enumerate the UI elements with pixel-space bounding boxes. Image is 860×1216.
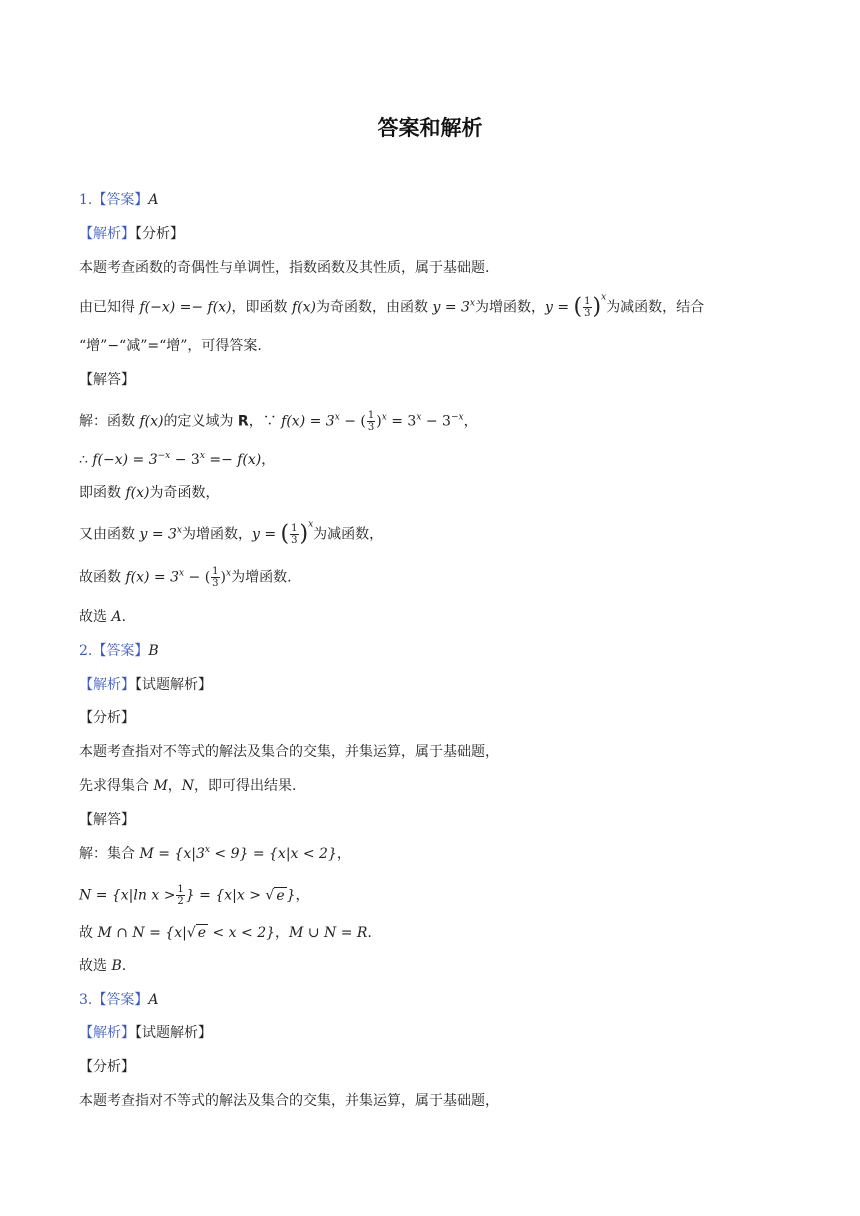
math: y = 3 [139, 526, 177, 543]
superscript: x [601, 292, 607, 303]
text: ， [167, 778, 182, 794]
q1-answer: A [148, 192, 159, 208]
superscript: x [226, 568, 232, 579]
numerator: 1 [177, 884, 184, 895]
math: f(x) = 3 [125, 569, 179, 586]
text: 又由函数 [79, 526, 140, 543]
q1-solution-line5 [79, 566, 292, 589]
text: 为减函数， [313, 526, 384, 543]
math: ) [376, 413, 382, 430]
q3-answer: A [148, 992, 159, 1008]
text: 先求得集合 [79, 778, 154, 794]
denominator: 3 [291, 535, 298, 546]
superscript: −x [157, 451, 171, 461]
q2-jieda-label: 【解答】 [79, 812, 135, 828]
q3-analysis-text: 本题考查指对不等式的解法及集合的交集，并集运算，属于基础题， [79, 1093, 499, 1109]
superscript: x [334, 412, 340, 423]
superscript: x [308, 519, 314, 530]
q1-analysis-text: 本题考查函数的奇偶性与单调性，指数函数及其性质，属于基础题. [79, 260, 490, 276]
fraction [583, 296, 591, 319]
q1-fenxi-label: 【分析】 [135, 226, 184, 242]
q1-solution-line4 [79, 519, 384, 547]
fraction [367, 410, 375, 433]
math: M ∪ N = R [289, 925, 368, 941]
math: < x < 2} [208, 925, 276, 941]
q3-jiexi-label: 【解析】 [79, 1025, 135, 1041]
math: M = {x|3 [139, 846, 205, 862]
denominator: 3 [212, 578, 219, 589]
text: 故函数 [79, 569, 126, 586]
paren: ( [280, 521, 290, 547]
math: N [181, 778, 195, 794]
sqrt-e: e [197, 925, 207, 941]
numerator: 1 [367, 410, 375, 421]
denominator: 3 [584, 308, 591, 319]
q1-analysis-line3: “增”−“减”=“增”，可得答案. [79, 338, 262, 354]
math: f(x) [292, 299, 317, 316]
q2-analysis-line2 [79, 776, 297, 796]
q2-solution-line1 [79, 844, 351, 864]
q3-jiexi-line [79, 1023, 212, 1043]
text: . [121, 958, 127, 974]
therefore-symbol: ∴ [79, 452, 93, 468]
math: M [153, 778, 168, 794]
q3-fenxi-label: 【分析】 [79, 1059, 135, 1075]
text: . [121, 609, 127, 625]
math: y = 3 [432, 299, 470, 316]
math: f(x) [125, 485, 150, 501]
q1-jiexi-line [79, 224, 184, 244]
math: − 3 [421, 413, 451, 430]
q1-solution-line1 [79, 410, 478, 433]
text: ，即函数 [231, 299, 292, 316]
q2-number: 2. [79, 643, 93, 659]
math: y = [251, 526, 277, 543]
text: 为减函数，结合 [606, 299, 705, 316]
math: ) [220, 569, 227, 586]
paren: ) [592, 294, 602, 320]
fraction [176, 884, 184, 907]
numerator: 1 [291, 523, 298, 534]
math: − 3 [170, 452, 200, 468]
q1-solution-line2 [79, 450, 275, 470]
math: f(x) = 3 [281, 413, 335, 430]
q1-jiexi-label: 【解析】 [79, 226, 135, 242]
real-numbers-symbol: R [237, 413, 249, 430]
text: 解：集合 [79, 846, 140, 862]
q2-answer: B [148, 643, 159, 659]
text: ， [336, 846, 351, 862]
text: 为增函数， [475, 299, 545, 316]
q2-analysis-text: 本题考查指对不等式的解法及集合的交集，并集运算，属于基础题， [79, 744, 499, 760]
numerator: 1 [212, 566, 219, 577]
q2-choice-line [79, 956, 126, 976]
q3-shiti-label: 【试题解析】 [135, 1025, 212, 1041]
superscript: x [416, 412, 422, 423]
text: 为增函数， [181, 526, 252, 543]
math: < 9} = {x|x < 2} [209, 846, 337, 862]
q2-fenxi-label: 【分析】 [79, 710, 135, 726]
q2-shiti-label: 【试题解析】 [135, 677, 212, 693]
text: ， [261, 452, 276, 468]
q2-jiexi-label: 【解析】 [79, 677, 135, 693]
superscript: x [469, 298, 475, 309]
q3-number: 3. [79, 992, 93, 1008]
superscript: x [199, 451, 205, 461]
math: f(x) [139, 413, 164, 430]
math: − ( [339, 413, 366, 430]
text: 为奇函数， [149, 485, 220, 501]
math: } [286, 887, 296, 904]
q2-answer-label: 【答案】 [92, 643, 149, 659]
math: =− f(x) [204, 452, 262, 468]
q2-solution-line2 [79, 884, 310, 907]
page-title: 答案和解析 [377, 116, 483, 140]
superscript: x [204, 845, 210, 855]
q1-choice-line [79, 607, 126, 627]
denominator: 3 [367, 422, 375, 433]
math: A [111, 609, 122, 625]
text: ， [295, 887, 310, 904]
paren: ) [299, 521, 309, 547]
superscript: x [179, 568, 185, 579]
fraction [290, 523, 298, 546]
numerator: 1 [584, 296, 591, 307]
superscript: x [176, 525, 182, 536]
q1-jieda-label: 【解答】 [79, 372, 135, 388]
fraction [211, 566, 219, 589]
paren: ( [573, 294, 583, 320]
q2-jiexi-line [79, 675, 212, 695]
q1-answer-label: 【答案】 [92, 192, 149, 208]
math: N = {x|ln x > [79, 887, 176, 904]
q3-answer-label: 【答案】 [92, 992, 149, 1008]
math: f(−x) = 3 [92, 452, 158, 468]
text: 为增函数. [231, 569, 292, 586]
text: 故选 [79, 609, 112, 625]
text: 的定义域为 [163, 413, 238, 430]
math: M ∩ N = {x|√ [97, 925, 196, 941]
denominator: 2 [177, 896, 184, 907]
math: } = {x|x > √ [185, 887, 275, 904]
text: 故选 [79, 958, 112, 974]
math: − ( [184, 569, 211, 586]
superscript: −x [450, 412, 464, 423]
q3-answer-line [79, 990, 158, 1010]
q2-answer-line [79, 641, 159, 661]
q1-answer-line [79, 190, 158, 210]
math: y = [545, 299, 570, 316]
text: 为奇函数，由函数 [316, 299, 433, 316]
math: B [111, 958, 122, 974]
q1-number: 1. [79, 192, 93, 208]
q1-analysis-line2 [79, 292, 705, 320]
q2-solution-line3 [79, 923, 372, 943]
text: ，∵ [248, 413, 282, 430]
text: . [367, 925, 372, 941]
superscript: x [381, 412, 387, 423]
text: 故 [79, 925, 98, 941]
sqrt-e: e [276, 887, 285, 904]
text: ，即可得出结果. [194, 778, 297, 794]
text: 由已知得 [79, 299, 140, 316]
math: = 3 [386, 413, 417, 430]
text: ， [463, 413, 478, 430]
text: ， [275, 925, 290, 941]
text: 即函数 [79, 485, 126, 501]
text: 解：函数 [79, 413, 140, 430]
q1-solution-line3 [79, 483, 219, 503]
math: f(−x) =− f(x) [139, 299, 232, 316]
